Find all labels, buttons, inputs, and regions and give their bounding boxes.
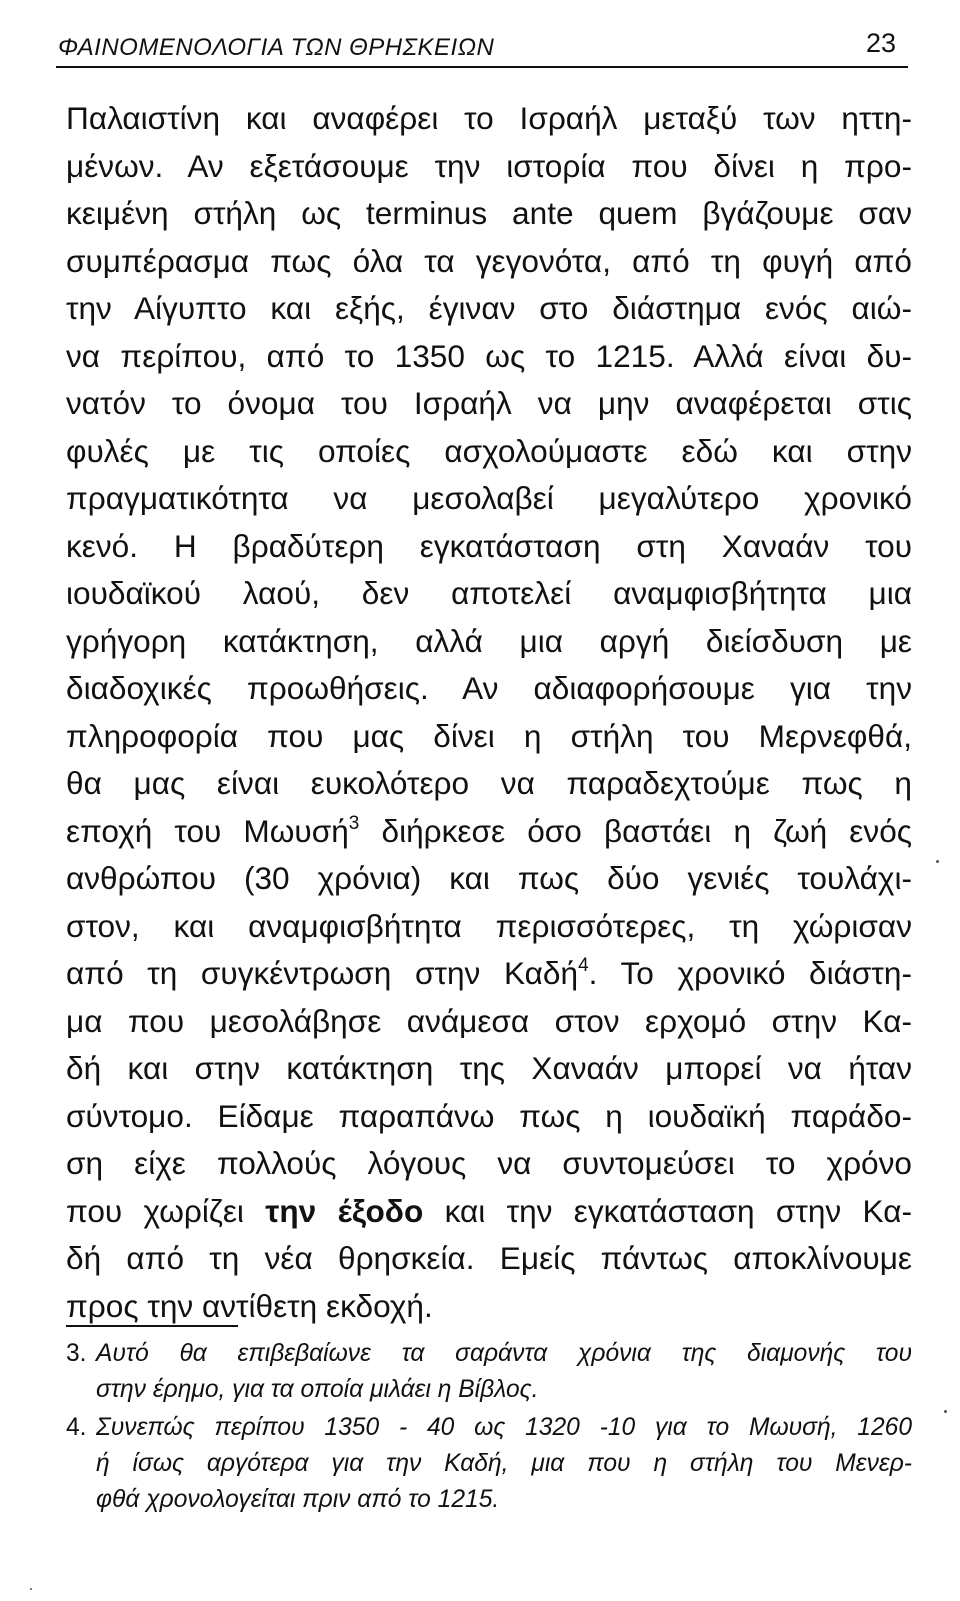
text-line: θα μας είναι ευκολότερο να παραδεχτούμε πως η (66, 765, 912, 801)
footnote-number: 3. (66, 1340, 87, 1367)
text-line: πραγματικότητα να μεσολαβεί μεγαλύτερο χρονικό (66, 480, 912, 516)
text-line: ση είχε πολλούς λόγους να συντομεύσει το χρόνο (66, 1145, 912, 1181)
text-line: την Αίγυπτο και εξής, έγιναν στο διάστημα ενός αιώ- (66, 290, 912, 326)
text-segment: διήρκεσε όσο βαστάει η ζωή ενός (359, 812, 912, 849)
footnote-line: ή ίσως αργότερα για την Καδή, μια που η στήλη του Μενερ- (96, 1450, 912, 1477)
bold-phrase: την έξοδο (265, 1192, 424, 1229)
scan-speck (30, 1588, 32, 1590)
text-line: δή από τη νέα θρησκεία. Εμείς πάντως αποκλίνουμε (66, 1240, 912, 1276)
text-line: σύντομο. Είδαμε παραπάνω πως η ιουδαϊκή παράδο- (66, 1097, 912, 1134)
footnote-ref-4: 4 (578, 955, 589, 976)
footnote-ref-3: 3 (348, 812, 360, 834)
footnote-rule (66, 1325, 238, 1327)
text-line: κενό. Η βραδύτερη εγκατάσταση στη Χαναάν του (66, 527, 912, 564)
page-number: 23 (865, 28, 896, 58)
text-line: στον, και αναμφισβήτητα περισσότερες, τη χώρισαν (66, 907, 912, 944)
text-line: Παλαιστίνη και αναφέρει το Ισραήλ μεταξύ των ηττη- (66, 100, 912, 136)
text-line-footnote-ref-4 (66, 950, 912, 998)
text-line-footnote-ref-3 (66, 808, 912, 856)
text-line: διαδοχικές προωθήσεις. Αν αδιαφορήσουμε για την (66, 670, 912, 706)
text-line: νατόν το όνομα του Ισραήλ να μην αναφέρεται στις (66, 385, 912, 421)
body-paragraph (66, 95, 912, 1330)
scan-speck (944, 1410, 947, 1413)
footnote-4 (66, 1410, 912, 1518)
footnote-line: στην έρημο, για τα οποία μιλάει η Βίβλος. (96, 1376, 539, 1403)
footnote-3 (66, 1336, 912, 1408)
text-line: συμπέρασμα πως όλα τα γεγονότα, από τη φυγή από (66, 242, 912, 279)
text-line: να περίπου, από το 1350 ως το 1215. Αλλά είναι δυ- (66, 337, 912, 374)
text-segment: . Το χρονικό διάστη- (588, 955, 912, 991)
text-line-bold (66, 1188, 912, 1236)
text-segment: εποχή του Μωυσή (66, 812, 349, 849)
header-rule (56, 66, 908, 68)
text-line: δή και στην κατάκτηση της Χαναάν μπορεί να ήταν (66, 1050, 912, 1086)
text-line: φυλές με τις οποίες ασχολούμαστε εδώ και στην (66, 432, 912, 469)
text-segment: και την εγκατάσταση στην Κα- (423, 1192, 912, 1229)
text-line: ανθρώπου (30 χρόνια) και πως δύο γενιές τουλάχι- (66, 860, 912, 896)
text-line: κειμένη στήλη ως terminus ante quem βγάζουμε σαν (66, 195, 912, 231)
footnote-number: 4. (66, 1414, 87, 1441)
footnote-line: Συνεπώς περίπου 1350 - 40 ως 1320 -10 για το Μωυσή, 1260 (96, 1414, 912, 1441)
running-title: ΦΑΙΝΟΜΕΝΟΛΟΓΙΑ ΤΩΝ ΘΡΗΣΚΕΙΩΝ (58, 34, 495, 61)
text-line: πληροφορία που μας δίνει η στήλη του Μερνεφθά, (66, 717, 912, 754)
scan-speck (936, 860, 939, 863)
footnote-line: Αυτό θα επιβεβαίωνε τα σαράντα χρόνια της διαμονής του (96, 1340, 912, 1367)
text-line: μα που μεσολάβησε ανάμεσα στον ερχομό στην Κα- (66, 1002, 912, 1039)
text-segment: από τη συγκέντρωση στην Καδή (66, 955, 579, 991)
text-line: μένων. Αν εξετάσουμε την ιστορία που δίνει η προ- (66, 147, 912, 184)
text-line: γρήγορη κατάκτηση, αλλά μια αργή διείσδυση με (66, 622, 912, 659)
footnotes (66, 1336, 912, 1518)
running-head (58, 28, 908, 68)
text-segment: που χωρίζει (66, 1192, 266, 1229)
text-line: προς την αντίθετη εκδοχή. (66, 1287, 433, 1324)
footnote-line: φθά χρονολογείται πριν από το 1215. (96, 1486, 500, 1513)
text-line: ιουδαϊκού λαού, δεν αποτελεί αναμφισβήτητα μια (66, 575, 912, 611)
